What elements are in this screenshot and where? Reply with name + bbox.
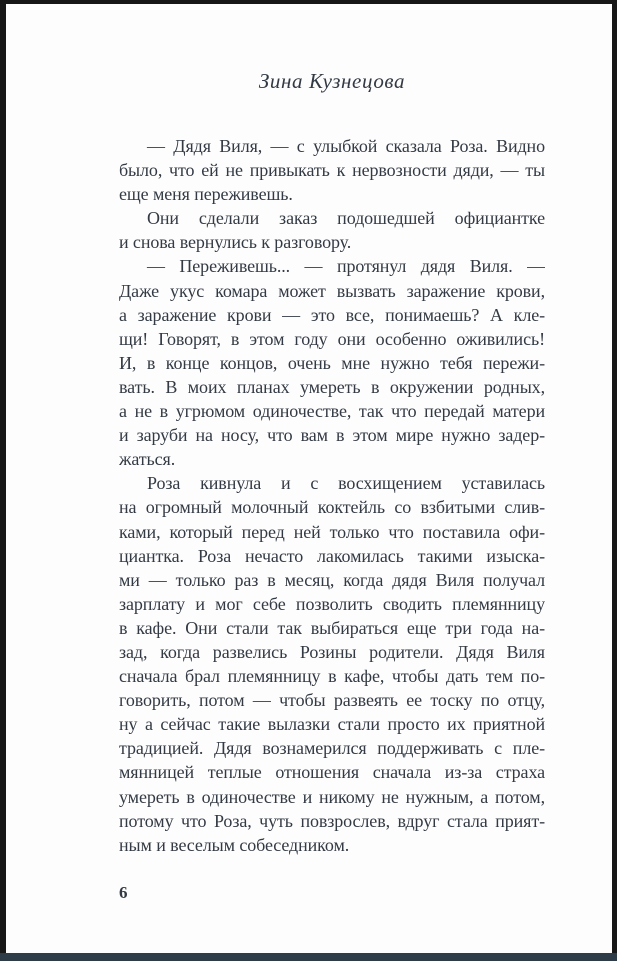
text-line: циантка. Роза нечасто лакомилась такими изыска-	[119, 545, 545, 566]
text-line: ну а сейчас такие вылазки стали просто их приятной	[119, 714, 545, 735]
page-number: 6	[119, 882, 128, 902]
text-line: Роза кивнула и с восхищением уставилась	[147, 473, 545, 494]
text-line: в кафе. Они стали так выбираться еще три года на-	[119, 617, 545, 638]
text-line: зарплату и мог себе позволить сводить племянницу	[119, 593, 545, 614]
text-line: зад, когда развелись Розины родители. Дядя Виля	[119, 641, 545, 662]
text-line: Даже укус комара может вызвать заражение крови,	[119, 280, 545, 301]
text-line: а не в угрюмом одиночестве, так что передай матери	[119, 401, 545, 422]
paragraph	[119, 134, 545, 206]
text-line: и заруби на носу, что вам в этом мире нужно задер-	[119, 425, 545, 446]
body-text	[119, 134, 545, 857]
text-line: традицией. Дядя вознамерился поддерживать с пле-	[119, 738, 545, 759]
running-header-author: Зина Кузнецова	[258, 69, 406, 93]
paragraph	[119, 254, 545, 471]
book-page[interactable]	[6, 4, 612, 953]
text-line: жаться.	[119, 449, 176, 470]
text-line: ками, который перед ней только что поставила офи-	[119, 521, 545, 542]
text-line: потому что Роза, чуть повзрослев, вдруг стала прият-	[119, 810, 545, 831]
text-line: сначала брал племянницу в кафе, чтобы дать тем по-	[119, 666, 545, 687]
text-line: — Дядя Виля, — с улыбкой сказала Роза. Видно	[147, 136, 545, 156]
text-line: щи! Говорят, в этом году они особенно оживились!	[119, 328, 545, 349]
text-line: было, что ей не привыкать к нервозности дяди, — ты	[119, 160, 545, 181]
paragraph	[119, 206, 545, 254]
text-line: — Переживешь... — протянул дядя Виля. —	[147, 256, 545, 277]
text-line: умереть в одиночестве и никому не нужным, а потом,	[119, 786, 545, 807]
paragraph	[119, 471, 545, 857]
text-line: а заражение крови — это все, понимаешь? А кле-	[119, 304, 545, 325]
text-line: говорить, потом — чтобы развеять ее тоску по отцу,	[119, 690, 545, 711]
text-line: мянницей теплые отношения сначала из-за страха	[119, 762, 545, 783]
page-content	[119, 4, 545, 903]
text-line: вать. В моих планах умереть в окружении родных,	[119, 376, 545, 397]
text-line: ми — только раз в месяц, когда дядя Виля получал	[119, 569, 545, 590]
text-line: еще меня переживешь.	[119, 184, 293, 205]
page-bottom-edge	[0, 953, 617, 961]
text-line: Они сделали заказ подошедшей официантке	[147, 208, 545, 229]
text-line: на огромный молочный коктейль со взбитыми слив-	[119, 497, 545, 518]
text-line: ным и веселым собеседником.	[119, 834, 350, 855]
text-line: и снова вернулись к разговору.	[119, 232, 352, 253]
text-line: И, в конце концов, очень мне нужно тебя пережи-	[119, 352, 545, 373]
